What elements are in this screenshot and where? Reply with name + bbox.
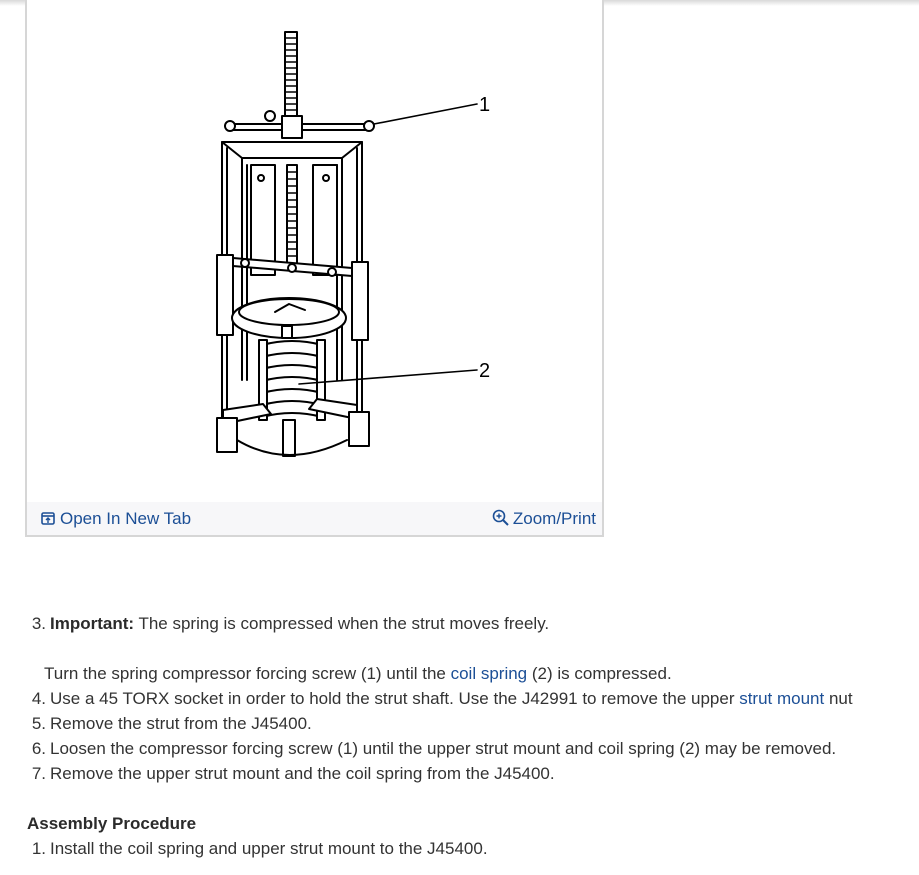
step-number: 3. <box>31 614 46 633</box>
step-3 <box>27 614 549 634</box>
step-7 <box>27 764 555 784</box>
spring-seat <box>232 298 346 338</box>
zoom-print-link[interactable] <box>492 509 596 529</box>
figure-card <box>25 0 604 537</box>
coil-spring <box>259 340 325 456</box>
handle-bar <box>225 111 374 138</box>
assembly-step-1 <box>27 839 488 859</box>
step-text: nut <box>824 689 853 708</box>
assembly-heading-text: Assembly Procedure <box>27 814 197 833</box>
callout-2: 2 <box>479 360 491 382</box>
zoom-in-icon <box>492 509 509 526</box>
forcing-screw-upper <box>285 32 297 118</box>
step-text: Install the coil spring and upper strut mount to the J45400. <box>50 839 488 858</box>
step-text: Turn the spring compressor forcing screw (1) until the <box>44 664 451 683</box>
step-text: (2) is compressed. <box>527 664 672 683</box>
important-label: Important: <box>50 614 135 633</box>
step-4 <box>27 689 853 709</box>
spring-compressor-illustration[interactable] <box>27 0 602 500</box>
zoom-print-label: Zoom/Print <box>512 509 596 528</box>
step-3-detail <box>44 664 672 684</box>
strut-mount-link[interactable]: strut mount <box>739 689 825 708</box>
step-text: Remove the strut from the J45400. <box>50 714 312 733</box>
step-text: Use a 45 TORX socket in order to hold the strut shaft. Use the J42991 to remove the upper <box>50 689 740 708</box>
step-6 <box>27 739 836 759</box>
step-number: 4. <box>31 689 46 708</box>
figure-toolbar <box>27 502 602 535</box>
step-number: 7. <box>31 764 46 783</box>
step-number: 5. <box>31 714 46 733</box>
step-text: Loosen the compressor forcing screw (1) until the upper strut mount and coil spring (2) may be removed. <box>50 739 837 758</box>
step-5 <box>27 714 312 734</box>
callout-1: 1 <box>479 94 491 116</box>
step-text: Remove the upper strut mount and the coil spring from the J45400. <box>50 764 555 783</box>
open-in-new-tab-label: Open In New Tab <box>60 509 192 528</box>
open-in-new-tab-link[interactable] <box>41 509 191 529</box>
open-in-new-tab-icon <box>41 511 56 526</box>
important-text: The spring is compressed when the strut moves freely. <box>134 614 550 633</box>
step-number: 6. <box>31 739 46 758</box>
assembly-heading <box>27 814 196 834</box>
step-number: 1. <box>31 839 46 858</box>
forcing-screw-lower <box>287 165 297 265</box>
coil-spring-link[interactable]: coil spring <box>450 664 528 683</box>
